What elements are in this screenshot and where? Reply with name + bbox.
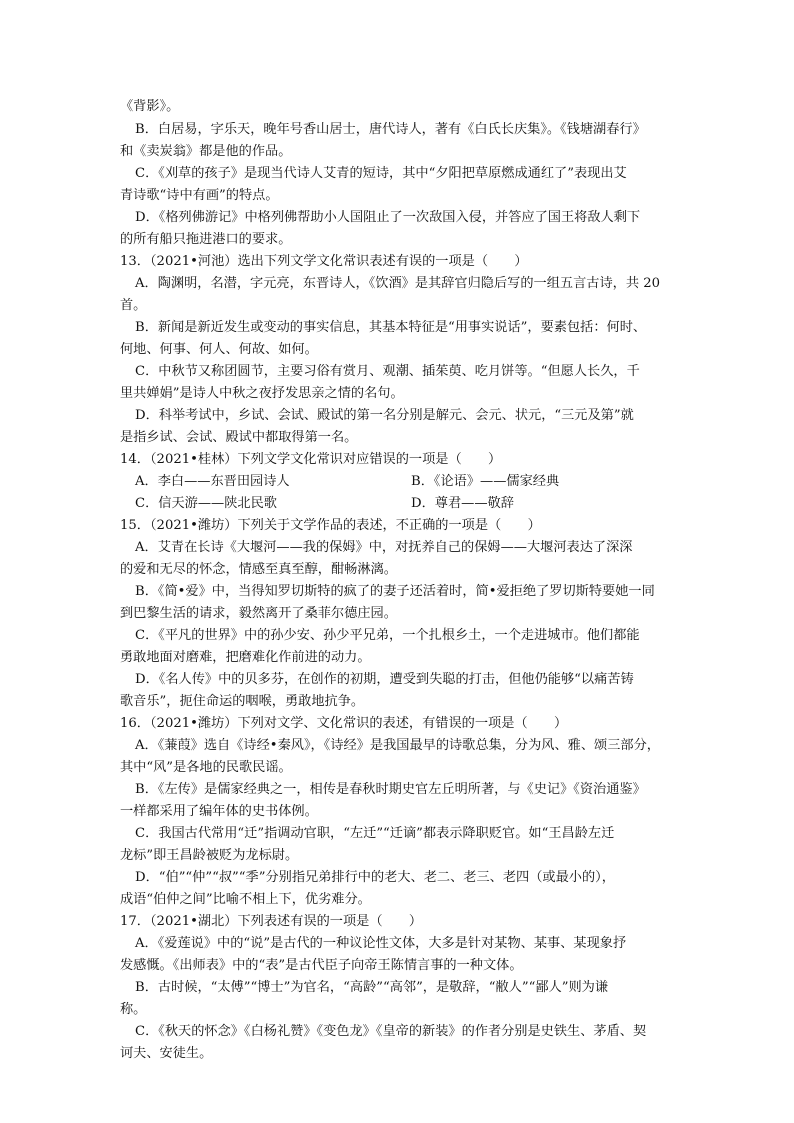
option-c-line: C．中秋节又称团圆节，主要习俗有赏月、观潮、插茱萸、吃月饼等。“但愿人长久，千 xyxy=(135,364,640,379)
text-line: 《背影》。 xyxy=(120,99,180,114)
option-b-line: B．古时候，“太傅”“博士”为官名，“高龄”“高邻”，是敬辞，“敝人”“鄙人”则为谦 xyxy=(135,980,609,995)
option-b-line: B．《简•爱》中，当得知罗切斯特的疯了的妻子还活着时，简•爱拒绝了罗切斯特要她一同 xyxy=(135,584,655,599)
option-c-line: C．我国古代常用“迁”指调动官职，“左迁”“迁谪”都表示降职贬官。如“王昌龄左迁 xyxy=(135,826,615,841)
text-line: 首。 xyxy=(120,298,147,313)
question-16-stem: 16．（2021•潍坊）下列对文学、文化常识的表述，有错误的一项是（ ） xyxy=(120,716,568,731)
option-a-line: A．艾青在长诗《大堰河——我的保姆》中，对抚养自己的保姆——大堰河表达了深深 xyxy=(135,540,633,555)
option-a-line: A．《蒹葭》选自《诗经•秦风》，《诗经》是我国最早的诗歌总集，分为风、雅、颂三部分， xyxy=(135,738,660,753)
option-b-line: B．《论语》——儒家经典 xyxy=(411,474,560,489)
question-14-stem: 14．（2021•桂林）下列文学文化常识对应错误的一项是（ ） xyxy=(120,452,502,467)
option-b-line: B．白居易，字乐天，晚年号香山居士，唐代诗人，著有《白氏长庆集》。《钱塘湖春行》 xyxy=(135,122,646,137)
text-line: 称。 xyxy=(120,1002,147,1017)
option-c-line: C．《平凡的世界》中的孙少安、孙少平兄弟，一个扎根乡土，一个走进城市。他们都能 xyxy=(135,628,640,643)
text-line: 何地、何事、何人、何故、如何。 xyxy=(120,342,318,357)
text-line: 的所有船只拖进港口的要求。 xyxy=(120,232,292,247)
text-line: 发感慨。《出师表》中的“表”是古代臣子向帝王陈情言事的一种文体。 xyxy=(120,958,523,973)
option-c-line: C．《刈草的孩子》是现当代诗人艾青的短诗，其中“夕阳把草原燃成通红了”表现出艾 xyxy=(135,166,627,181)
text-line: 的爱和无尽的怀念，情感至真至醇，酣畅淋漓。 xyxy=(120,562,397,577)
text-line: 和《卖炭翁》都是他的作品。 xyxy=(120,144,292,159)
option-d-line: D．科举考试中，乡试、会试、殿试的第一名分别是解元、会元、状元，“三元及第”就 xyxy=(135,408,634,423)
option-b-line: B．《左传》是儒家经典之一，相传是春秋时期史官左丘明所著，与《史记》《资治通鉴》 xyxy=(135,782,646,797)
text-line: 其中“风”是各地的民歌民谣。 xyxy=(120,760,292,775)
option-b-line: B．新闻是新近发生或变动的事实信息，其基本特征是“用事实说话”，要素包括：何时、 xyxy=(135,320,647,335)
text-line: 青诗歌“诗中有画”的特点。 xyxy=(120,188,279,203)
text-line: 龙标”即王昌龄被贬为龙标尉。 xyxy=(120,848,299,863)
option-d-line: D．“伯”“仲”“叔”“季”分别指兄弟排行中的老大、老二、老三、老四（或最小的）， xyxy=(135,870,615,885)
option-a-line: A．陶渊明，名潜，字元亮，东晋诗人，《饮酒》是其辞官归隐后写的一组五言古诗，共 20 xyxy=(135,276,661,291)
text-line: 成语“伯仲之间”比喻不相上下，优劣难分。 xyxy=(120,892,371,907)
question-15-stem: 15．（2021•潍坊）下列关于文学作品的表述，不正确的一项是（ ） xyxy=(120,518,541,533)
option-a-line: A．李白——东晋田园诗人 xyxy=(135,474,290,489)
question-13-stem: 13．（2021•河池）选出下列文学文化常识表述有误的一项是（ ） xyxy=(120,254,528,269)
option-d-line: D．《名人传》中的贝多芬，在创作的初期，遭受到失聪的打击，但他仍能够“以痛苦铸 xyxy=(135,672,634,687)
option-c-line: C．信天游——陕北民歌 xyxy=(135,496,277,511)
text-line: 一样都采用了编年体的史书体例。 xyxy=(120,804,318,819)
text-line: 勇敢地面对磨难，把磨难化作前进的动力。 xyxy=(120,650,371,665)
option-c-line: C．《秋天的怀念》《白杨礼赞》《变色龙》《皇帝的新装》的作者分别是史铁生、茅盾、契 xyxy=(135,1024,647,1039)
option-d-line: D．《格列佛游记》中格列佛帮助小人国阻止了一次敌国入侵，并答应了国王将敌人剩下 xyxy=(135,210,641,225)
text-line: 诃夫、安徒生。 xyxy=(120,1046,213,1061)
text-line: 是指乡试、会试、殿试中都取得第一名。 xyxy=(120,430,358,445)
text-line: 到巴黎生活的请求，毅然离开了桑菲尔德庄园。 xyxy=(120,606,397,621)
option-a-line: A．《爱莲说》中的“说”是古代的一种议论性文体，大多是针对某物、某事、某现象抒 xyxy=(135,936,627,951)
text-line: 里共婵娟”是诗人中秋之夜抒发思亲之情的名句。 xyxy=(120,386,404,401)
question-17-stem: 17．（2021•湖北）下列表述有误的一项是（ ） xyxy=(120,914,423,929)
text-line: 歌音乐”，扼住命运的咽喉，勇敢地抗争。 xyxy=(120,694,365,709)
option-d-line: D．尊君——敬辞 xyxy=(411,496,514,511)
